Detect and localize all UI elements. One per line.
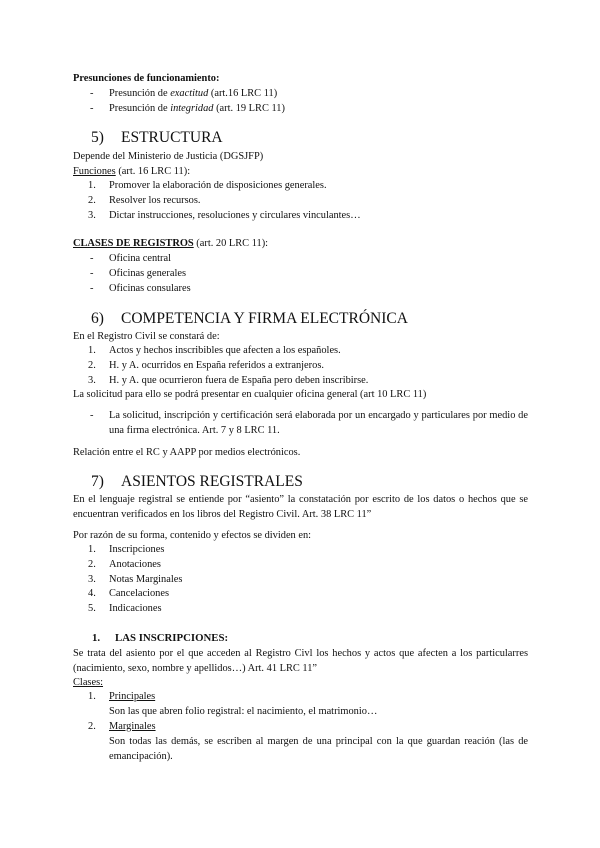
list-item: - Oficinas generales	[90, 267, 187, 279]
paragraph: La solicitud para ello se podrá presentar en cualquier oficina general (art 10 LRC 11)	[73, 389, 427, 400]
list-item-description: Son las que abren folio registral: el nacimiento, el matrimonio…	[109, 705, 378, 717]
list-item: - Presunción de integridad (art. 19 LRC 11)	[90, 102, 285, 114]
list-item: 3. Notas Marginales	[88, 573, 183, 585]
list-item: 1. Promover la elaboración de disposiciones generales.	[88, 180, 327, 191]
subsection-heading-inscripciones: 1. LAS INSCRIPCIONES:	[92, 632, 229, 644]
section-heading-estructura: 5) ESTRUCTURA	[91, 129, 223, 146]
paragraph: Depende del Ministerio de Justicia (DGSJFP)	[73, 151, 264, 162]
list-item: - La solicitud, inscripción y certificación será elaborada por un encargado y particulares por medio de una firma electrónica. Art. 7 y 8 LRC 11.	[90, 410, 528, 436]
section-heading-asientos: 7) ASIENTOS REGISTRALES	[91, 473, 303, 490]
list-item: 2. H. y A. ocurridos en España referidos a extranjeros.	[88, 359, 324, 371]
presunciones-list	[73, 87, 528, 117]
list-item: 5. Indicaciones	[88, 603, 162, 615]
list-item: 3. Dictar instrucciones, resoluciones y circulares vinculantes…	[88, 209, 361, 221]
clases-label: Clases:	[73, 677, 104, 688]
list-item: 2. Resolver los recursos.	[88, 194, 201, 206]
list-item: 4. Cancelaciones	[88, 588, 170, 600]
presunciones-title: Presunciones de funcionamiento:	[73, 73, 220, 84]
paragraph: En el lenguaje registral se entiende por “asiento” la constatación por escrito de los datos o hechos que se encuentran verificados en los libros del Registro Civil. Art. 38 LRC 11”	[73, 494, 528, 520]
list-item-description: Son todas las demás, se escriben al margen de una principal con la que guardan reación (las de emancipación).	[109, 735, 528, 762]
list-item: 2. Anotaciones	[88, 558, 161, 570]
list-item: 1. Inscripciones	[88, 544, 165, 555]
funciones-list	[73, 179, 528, 223]
paragraph: Se trata del asiento por el que acceden al Registro Civl los hechos y actos que afecten a los particularres (nacimiento, sexo, nombre y apellidos…) Art. 41 LRC 11”	[73, 648, 528, 674]
funciones-label: Funciones (art. 16 LRC 11):	[73, 166, 191, 177]
inscripciones-clases-list-2	[73, 720, 528, 764]
firma-list	[73, 409, 528, 439]
paragraph: Relación entre el RC y AAPP por medios electrónicos.	[73, 447, 301, 458]
asientos-list	[73, 543, 528, 617]
clases-registros-label: CLASES DE REGISTROS (art. 20 LRC 11):	[73, 238, 269, 249]
list-item: 3. H. y A. que ocurrieron fuera de España pero deben inscribirse.	[88, 374, 369, 386]
list-item: 1. Actos y hechos inscribibles que afecten a los españoles.	[88, 345, 341, 356]
clases-registros-list	[73, 252, 528, 296]
competencia-list	[73, 344, 528, 388]
list-item: - Oficina central	[90, 253, 172, 264]
list-item: 2. Marginales	[88, 721, 156, 732]
list-item: - Presunción de exactitud (art.16 LRC 11)	[90, 88, 278, 99]
paragraph: En el Registro Civil se constará de:	[73, 331, 220, 342]
inscripciones-clases-list	[73, 690, 528, 720]
paragraph: Por razón de su forma, contenido y efectos se dividen en:	[73, 530, 312, 541]
list-item: - Oficinas consulares	[90, 282, 191, 294]
list-item: 1. Principales	[88, 691, 156, 702]
section-heading-competencia: 6) COMPETENCIA Y FIRMA ELECTRÓNICA	[91, 310, 408, 327]
